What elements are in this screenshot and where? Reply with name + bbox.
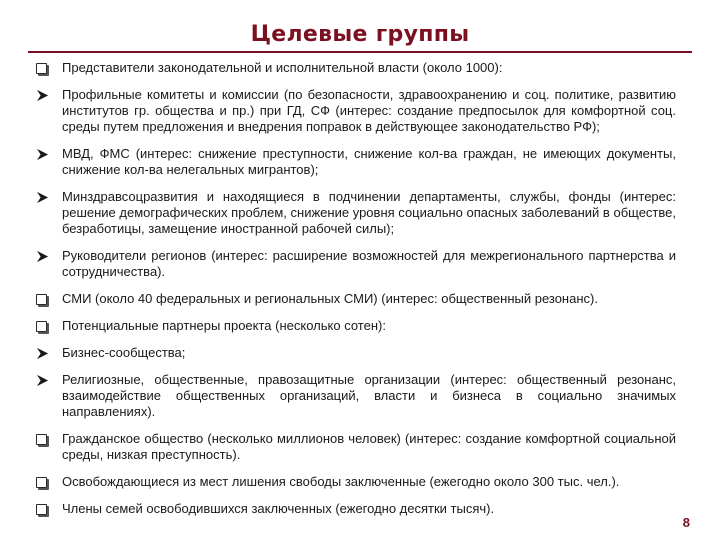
arrow-bullet-icon (36, 87, 62, 103)
list-item (36, 372, 676, 420)
square-bullet-icon (36, 431, 62, 447)
list-item-text: МВД, ФМС (интерес: снижение преступности, снижение кол-ва граждан, не имеющих документы, снижение кол-ва нелегальных мигрантов); (62, 146, 676, 177)
arrow-bullet-icon (36, 372, 62, 388)
list-item-text: Освобождающиеся из мест лишения свободы заключенные (ежегодно около 300 тыс. чел.). (62, 474, 620, 489)
list-item-text: Члены семей освободившихся заключенных (ежегодно десятки тысяч). (62, 501, 495, 516)
title-underline (28, 51, 692, 53)
list-item (36, 318, 676, 334)
list-item (36, 345, 676, 361)
list-item-text: Религиозные, общественные, правозащитные организации (интерес: общественный резонанс, взаимодействие общественных организаций, власти и бизнеса в социально значимых направлениях). (62, 372, 676, 419)
target-groups-list (36, 60, 676, 528)
square-bullet-icon (36, 318, 62, 334)
list-item-text: СМИ (около 40 федеральных и региональных СМИ) (интерес: общественный резонанс). (62, 291, 598, 306)
arrow-bullet-icon (36, 189, 62, 205)
arrow-bullet-icon (36, 345, 62, 361)
list-item (36, 501, 676, 517)
list-item (36, 189, 676, 237)
page-number: 8 (682, 515, 690, 530)
list-item-text: Потенциальные партнеры проекта (несколько сотен): (62, 318, 386, 333)
list-item (36, 291, 676, 307)
slide-title: Целевые группы (250, 22, 470, 47)
list-item (36, 87, 676, 135)
list-item-text: Представители законодательной и исполнительной власти (около 1000): (62, 60, 503, 75)
square-bullet-icon (36, 474, 62, 490)
list-item (36, 146, 676, 178)
square-bullet-icon (36, 501, 62, 517)
list-item-text: Минздравсоцразвития и находящиеся в подчинении департаменты, службы, фонды (интерес: решение демографических проблем, снижение уровня социально опасных заболеваний в обществе, безработицы, замещение иностранной рабочей силы); (62, 189, 676, 236)
square-bullet-icon (36, 60, 62, 76)
list-item (36, 60, 676, 76)
list-item-text: Руководители регионов (интерес: расширение возможностей для межрегионального партнерства и сотрудничества). (62, 248, 676, 279)
list-item (36, 248, 676, 280)
list-item-text: Гражданское общество (несколько миллионов человек) (интерес: создание комфортной социальной среды, низкая преступность). (62, 431, 676, 462)
square-bullet-icon (36, 291, 62, 307)
list-item-text: Профильные комитеты и комиссии (по безопасности, здравоохранению и соц. политике, развитию институтов гр. общества и пр.) при ГД, СФ (интерес: создание предпосылок для комфортной соц. среды путем предложения и внедрения поправок в действующее законодательство РФ); (62, 87, 676, 134)
list-item (36, 474, 676, 490)
list-item-text: Бизнес-сообщества; (62, 345, 186, 360)
arrow-bullet-icon (36, 146, 62, 162)
arrow-bullet-icon (36, 248, 62, 264)
list-item (36, 431, 676, 463)
